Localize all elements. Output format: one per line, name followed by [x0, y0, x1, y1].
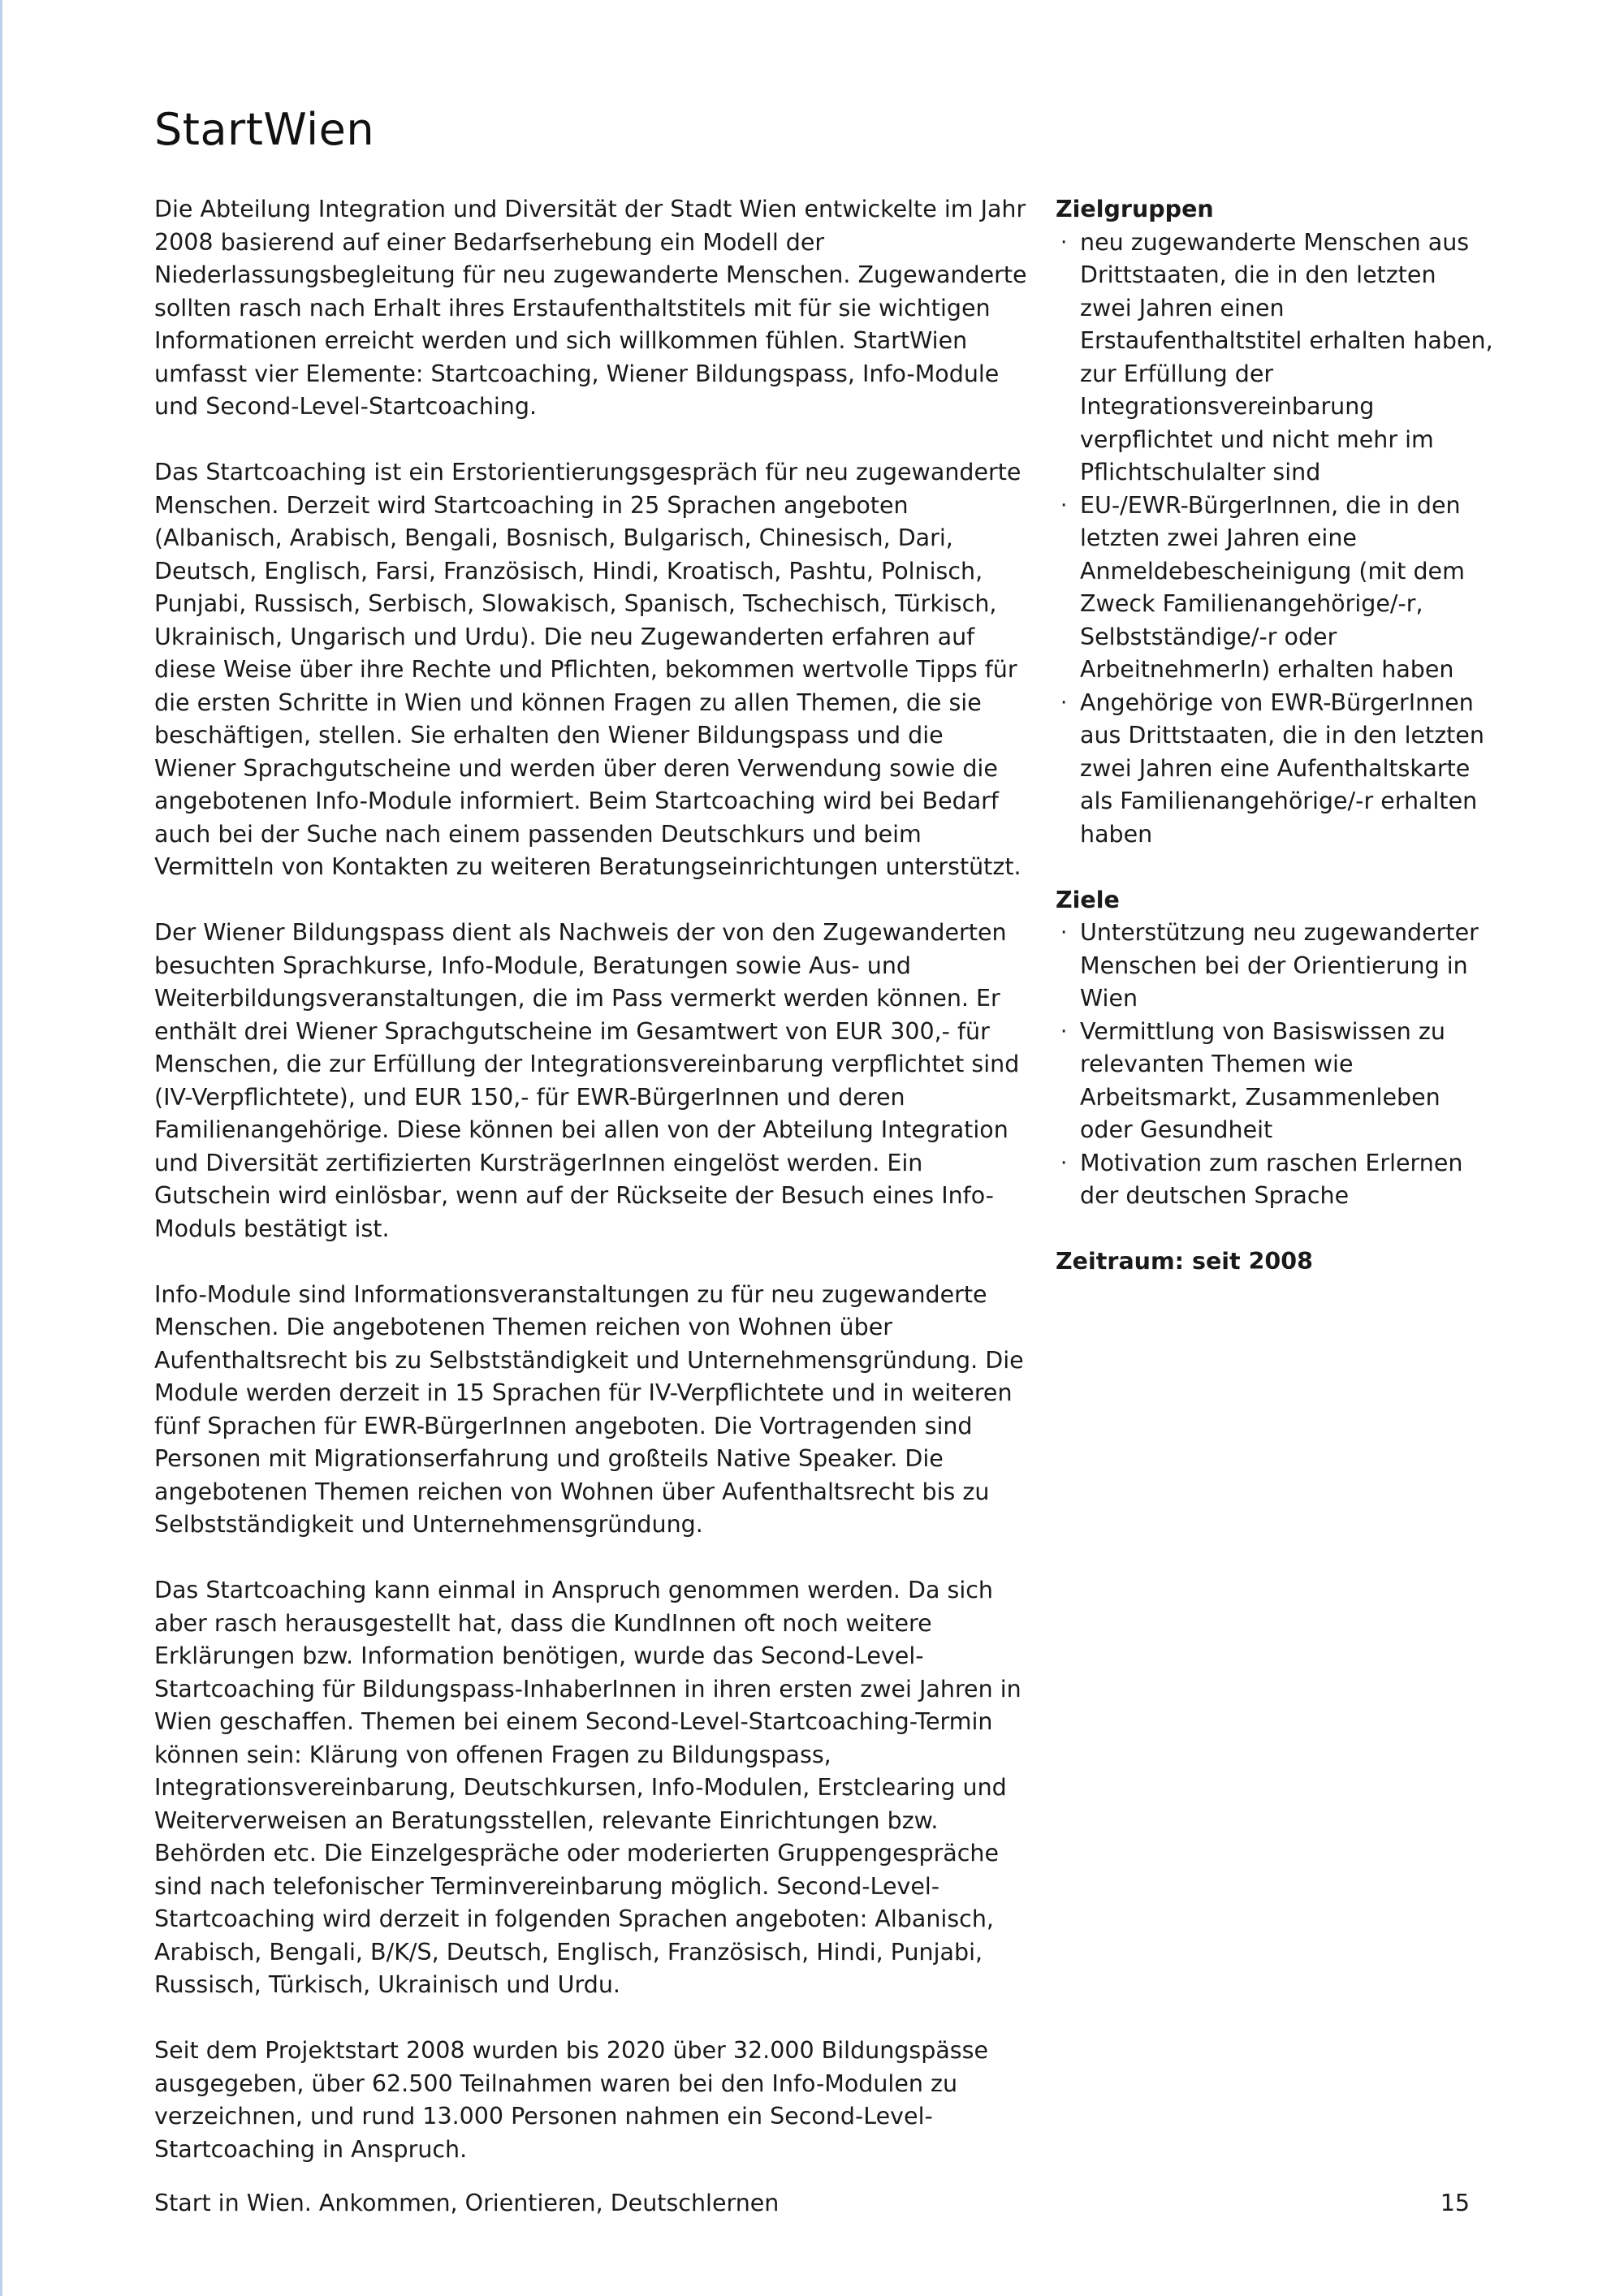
footer-publication-title: Start in Wien. Ankommen, Orientieren, Deutschlernen — [154, 2190, 780, 2216]
list-item-text: neu zugewanderte Menschen aus Drittstaaten, die in den letzten zwei Jahren einen Erstaufenthaltstitel erhalten haben, zur Erfüllung der Integrationsvereinbarung verpflichtet und nicht mehr im Pflichtschulalter sind — [1080, 228, 1493, 486]
list-item-text: EU-/EWR-BürgerInnen, die in den letzten zwei Jahren eine Anmeldebescheinigung (mit dem Zweck Familienangehörige/-r, Selbstständige/-r oder ArbeitnehmerIn) erhalten haben — [1080, 491, 1465, 683]
target-groups-list — [1056, 227, 1494, 852]
bullet-icon: · — [1060, 921, 1068, 945]
sidebar-column — [1056, 193, 1494, 1279]
page-title: StartWien — [154, 104, 375, 155]
list-item-text: Angehörige von EWR-BürgerInnen aus Drittstaaten, die in den letzten zwei Jahren eine Aufenthaltskarte als Familienangehörige/-r erhalten haben — [1080, 688, 1484, 848]
paragraph-second-level: Das Startcoaching kann einmal in Anspruch genommen werden. Da sich aber rasch herausgestellt hat, dass die KundInnen oft noch weitere Erklärungen bzw. Information benötigen, wurde das Second-Level-Startcoaching für Bildungspass-InhaberInnen in ihren ersten zwei Jahren in Wien geschaffen. Themen bei einem Second-Level-Startcoaching-Termin können sein: Klärung von offenen Fragen zu Bildungspass, Integrationsvereinbarung, Deutschkursen, Info-Modulen, Erstclearing und Weiterverweisen an Beratungsstellen, relevante Einrichtungen bzw. Behörden etc. Die Einzelgespräche oder moderierten Gruppengespräche sind nach telefonischer Terminvereinbarung möglich. Second-Level-Startcoaching wird derzeit in folgenden Sprachen angeboten: Albanisch, Arabisch, Bengali, B/K/S, Deutsch, Englisch, Französisch, Hindi, Punjabi, Russisch, Türkisch, Ukrainisch und Urdu. — [154, 1577, 1021, 1998]
list-item-text: Unterstützung neu zugewanderter Menschen bei der Orientierung in Wien — [1080, 919, 1479, 1012]
list-item-text: Motivation zum raschen Erlernen der deutschen Sprache — [1080, 1149, 1463, 1209]
list-item — [1056, 1016, 1494, 1147]
footer-page-number: 15 — [1440, 2190, 1470, 2216]
list-item — [1056, 917, 1494, 1016]
page-edge-line — [0, 0, 2, 2296]
goals-list — [1056, 917, 1494, 1213]
paragraph-info-module: Info-Module sind Informationsveranstaltungen zu für neu zugewanderte Menschen. Die angebotenen Themen reichen von Wohnen über Aufenthaltsrecht bis zu Selbstständigkeit und Unternehmensgründung. Die Module werden derzeit in 15 Sprachen für IV-Verpflichtete und in weiteren fünf Sprachen für EWR-BürgerInnen angeboten. Die Vortragenden sind Personen mit Migrationserfahrung und großteils Native Speaker. Die angebotenen Themen reichen von Wohnen über Aufenthaltsrecht bis zu Selbstständigkeit und Unternehmensgründung. — [154, 1280, 1024, 1538]
paragraph-startcoaching: Das Startcoaching ist ein Erstorientierungsgespräch für neu zugewanderte Menschen. Derzeit wird Startcoaching in 25 Sprachen angeboten (Albanisch, Arabisch, Bengali, Bosnisch, Bulgarisch, Chinesisch, Dari, Deutsch, Englisch, Farsi, Französisch, Hindi, Kroatisch, Pashtu, Polnisch, Punjabi, Russisch, Serbisch, Slowakisch, Spanisch, Tschechisch, Türkisch, Ukrainisch, Ungarisch und Urdu). Die neu Zugewanderten erfahren auf diese Weise über ihre Rechte und Pflichten, bekommen wertvolle Tipps für die ersten Schritte in Wien und können Fragen zu allen Themen, die sie beschäftigen, stellen. Sie erhalten den Wiener Bildungspass und die Wiener Sprachgutscheine und werden über deren Verwendung sowie die angebotenen Info-Module informiert. Beim Startcoaching wird bei Bedarf auch bei der Suche nach einem passenden Deutschkurs und beim Vermitteln von Kontakten zu weiteren Beratungseinrichtungen unterstützt. — [154, 459, 1021, 880]
list-item — [1056, 1147, 1494, 1213]
list-item — [1056, 227, 1494, 490]
list-item-text: Vermittlung von Basiswissen zu relevanten Themen wie Arbeitsmarkt, Zusammenleben oder Gesundheit — [1080, 1017, 1445, 1143]
paragraph-bildungspass: Der Wiener Bildungspass dient als Nachweis der von den Zugewanderten besuchten Sprachkurse, Info-Module, Beratungen sowie Aus- und Weiterbildungsveranstaltungen, die im Pass vermerkt werden können. Er enthält drei Wiener Sprachgutscheine im Gesamtwert von EUR 300,- für Menschen, die zur Erfüllung der Integrationsvereinbarung verpflichtet sind (IV-Verpflichtete), und EUR 150,- für EWR-BürgerInnen und deren Familienangehörige. Diese können bei allen von der Abteilung Integration und Diversität zertifizierten KursträgerInnen eingelöst werden. Ein Gutschein wird einlösbar, wenn auf der Rückseite der Besuch eines Info-Moduls bestätigt ist. — [154, 919, 1020, 1242]
bullet-icon: · — [1060, 1019, 1068, 1044]
main-text-column — [154, 193, 1031, 2199]
list-item — [1056, 490, 1494, 687]
paragraph-statistics: Seit dem Projektstart 2008 wurden bis 2020 über 32.000 Bildungspässe ausgegeben, über 62.500 Teilnahmen waren bei den Info-Modulen zu verzeichnen, und rund 13.000 Personen nahmen ein Second-Level-Startcoaching in Anspruch. — [154, 2037, 989, 2163]
bullet-icon: · — [1060, 230, 1068, 255]
bullet-icon: · — [1060, 690, 1068, 715]
bullet-icon: · — [1060, 493, 1068, 518]
target-groups-heading: Zielgruppen — [1056, 196, 1214, 222]
list-item — [1056, 687, 1494, 852]
period-heading: Zeitraum: seit 2008 — [1056, 1248, 1313, 1275]
goals-heading: Ziele — [1056, 886, 1120, 913]
paragraph-intro: Die Abteilung Integration und Diversität der Stadt Wien entwickelte im Jahr 2008 basierend auf einer Bedarfserhebung ein Modell der Niederlassungsbegleitung für neu zugewanderte Menschen. Zugewanderte sollten rasch nach Erhalt ihres Erstaufenthaltstitels mit für sie wichtigen Informationen erreicht werden und sich willkommen fühlen. StartWien umfasst vier Elemente: Startcoaching, Wiener Bildungspass, Info-Module und Second-Level-Startcoaching. — [154, 196, 1027, 420]
bullet-icon: · — [1060, 1150, 1068, 1176]
